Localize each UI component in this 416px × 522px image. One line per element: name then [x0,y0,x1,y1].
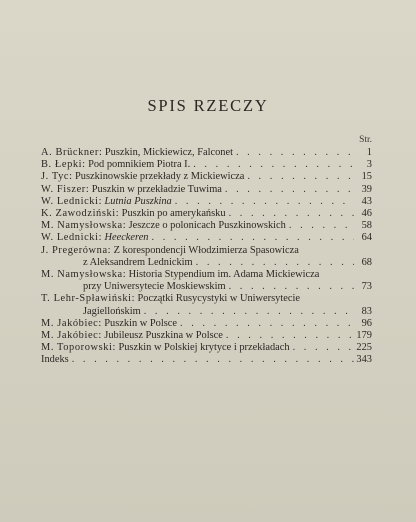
dot-leader [72,354,354,366]
dot-leader [225,184,354,196]
entry-page-number: 83 [361,305,372,317]
entry-title: Heeckeren [104,232,149,244]
entry-page-number: 43 [361,195,372,207]
entry-author: M. Namysłowska [41,220,123,232]
entry-page-number: 46 [361,208,372,220]
entry-title: Pod pomnikiem Piotra I. [88,159,191,171]
entry-title-continuation: z Aleksandrem Lednickim [83,256,193,268]
entry-page-number: 343 [356,354,372,366]
toc-entry: T. Lehr-Spławiński : Początki Rusycystyki w Uniwersytecie Jagiellońskim . . . 83 [41,293,372,317]
toc-entry: W. Lednicki : Heeckeren . . . 64 [41,232,372,244]
entry-page-number: 15 [361,171,372,183]
dot-leader [293,342,354,354]
toc-entry: M. Jakóbiec : Puszkin w Polsce . . . 96 [41,318,372,330]
entry-title: Puszkin, Mickiewicz, Falconet [104,147,233,158]
dot-leader [229,281,354,293]
dot-leader [289,220,354,232]
entry-title: Puszkin po amerykańsku [121,208,226,220]
entry-author: M. Jakóbiec [41,330,99,342]
entry-author: T. Lehr-Spławiński [41,293,132,305]
entry-title: Indeks [41,354,69,366]
entry-page-number: 3 [366,159,372,171]
toc-entry: M. Toporowski : Puszkin w Polskiej krytyce i przekładach . . . 225 [41,342,372,354]
table-of-contents [41,147,372,367]
dot-leader [152,232,355,244]
entry-author: J. Tyc [41,171,70,183]
dot-leader [180,318,354,330]
dot-leader [226,330,354,342]
entry-title: Z korespondencji Włodzimierza Spasowicza [113,244,299,256]
toc-entry: A. Brückner : Puszkin, Mickiewicz, Falconet . . . 1 [41,147,372,159]
entry-author: M. Toporowski [41,342,113,354]
entry-page-number: 179 [356,330,372,342]
entry-title-continuation: przy Uniwersytecie Moskiewskim [83,281,226,293]
dot-leader [236,147,354,159]
entry-author: M. Jakóbiec [41,317,99,329]
entry-title: Jeszcze o polonicach Puszkinowskich [128,220,286,232]
entry-title-continuation: Jagiellońskim [83,305,141,317]
dot-leader [193,159,354,171]
entry-author: M. Namysłowska [41,269,123,281]
entry-page-number: 64 [361,232,372,244]
entry-author: J. Pregerówna [41,244,108,256]
dot-leader [247,171,354,183]
entry-title: Jubileusz Puszkina w Polsce [104,330,223,342]
entry-page-number: 96 [361,317,372,329]
entry-title: Puszkin w przekładzie Tuwima [91,183,222,195]
toc-entry: J. Tyc : Puszkinowskie przekłady z Mickiewicza . . . 15 [41,171,372,183]
toc-entry: J. Pregerówna : Z korespondencji Włodzimierza Spasowicza z Aleksandrem Lednickim . . . 68 [41,245,372,269]
dot-leader [229,208,354,220]
entry-author: W. Lednicki [41,232,99,244]
entry-title: Puszkinowskie przekłady z Mickiewicza [74,171,245,183]
entry-title: Historia Stypendium im. Adama Mickiewicza [128,269,320,281]
toc-entry: M. Namysłowska : Historia Stypendium im. Adama Mickiewicza przy Uniwersytecie Moskiewskim . . . 73 [41,269,372,293]
entry-page-number: 1 [366,147,372,158]
entry-page-number: 225 [356,342,372,354]
dot-leader [144,306,354,318]
dot-leader [196,257,354,269]
toc-entry: M. Namysłowska : Jeszcze o polonicach Puszkinowskich . . . 58 [41,220,372,232]
page-column-label: Str. [359,135,372,145]
entry-title: Puszkin w Polsce [104,317,178,329]
toc-entry [41,354,372,366]
entry-author: W. Fiszer [41,183,86,195]
entry-author: W. Lednicki [41,195,99,207]
toc-entry: M. Jakóbiec : Jubileusz Puszkina w Polsce . . . 179 [41,330,372,342]
entry-author: A. Brückner [41,147,99,158]
page-title: SPIS RZECZY [147,96,269,115]
entry-page-number: 73 [361,281,372,293]
entry-page-number: 68 [361,256,372,268]
entry-author: K. Zawodziński [41,208,116,220]
dot-leader [175,196,354,208]
entry-page-number: 58 [361,220,372,232]
entry-title: Początki Rusycystyki w Uniwersytecie [137,293,300,305]
toc-entry: W. Lednicki : Lutnia Puszkina . . . 43 [41,196,372,208]
toc-entry: B. Łepki : Pod pomnikiem Piotra I. . . . 3 [41,159,372,171]
entry-title: Lutnia Puszkina [104,195,172,207]
toc-entry: K. Zawodziński : Puszkin po amerykańsku . . . 46 [41,208,372,220]
entry-author: B. Łepki [41,159,83,171]
entry-title: Puszkin w Polskiej krytyce i przekładach [118,342,290,354]
toc-entry: W. Fiszer : Puszkin w przekładzie Tuwima . . . 39 [41,184,372,196]
entry-page-number: 39 [361,183,372,195]
